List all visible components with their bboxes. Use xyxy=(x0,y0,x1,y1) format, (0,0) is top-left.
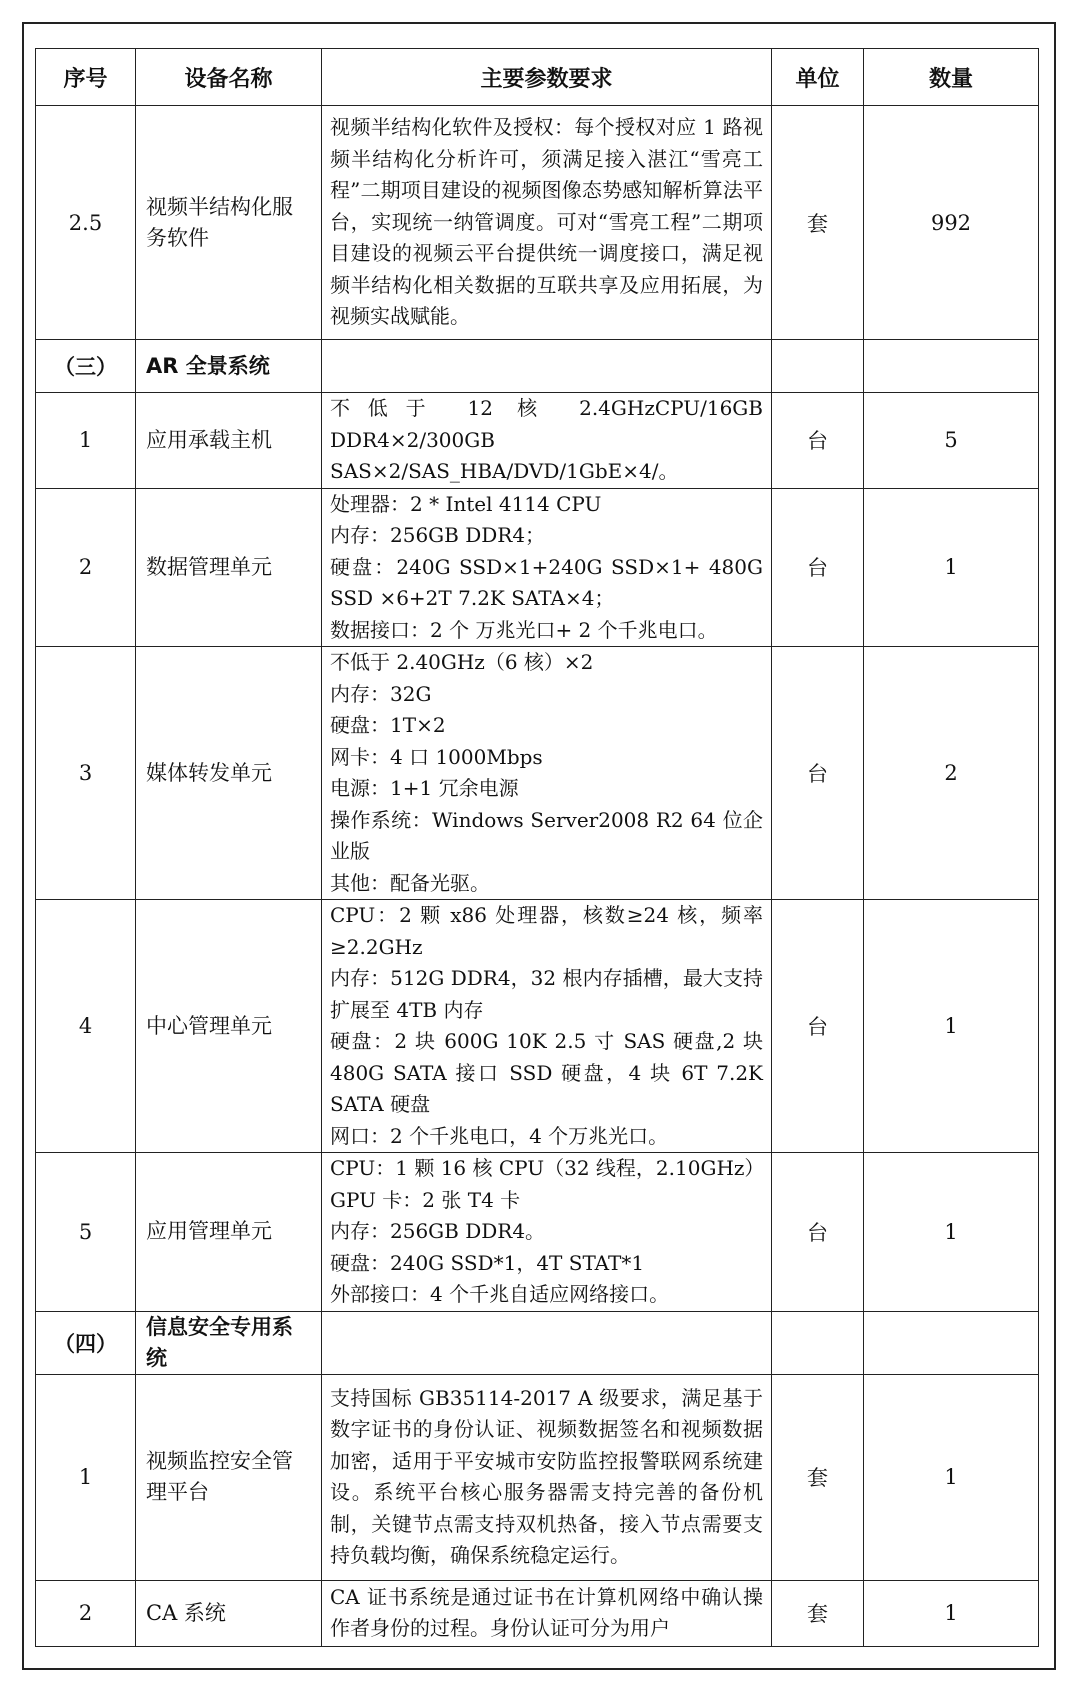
param-line: 硬盘：2 块 600G 10K 2.5 寸 SAS 硬盘,2 块 480G SATA 接口 SSD 硬盘，4 块 6T 7.2K SATA 硬盘 xyxy=(330,1029,763,1116)
param-line: 数据接口：2 个 万兆光口+ 2 个千兆电口。 xyxy=(330,617,718,642)
row-name: CA 系统 xyxy=(136,1580,322,1646)
param-line: 其他：配备光驱。 xyxy=(330,870,490,895)
row-seq: 2 xyxy=(36,488,136,647)
header-unit: 单位 xyxy=(772,49,864,106)
section-title: AR 全景系统 xyxy=(136,340,322,393)
table-row xyxy=(36,106,1039,340)
row-name: 应用承载主机 xyxy=(136,393,322,489)
row-name: 媒体转发单元 xyxy=(136,647,322,900)
row-qty: 1 xyxy=(864,1374,1039,1580)
row-name: 中心管理单元 xyxy=(136,900,322,1153)
row-seq: 5 xyxy=(36,1153,136,1312)
row-param: CA 证书系统是通过证书在计算机网络中确认操作者身份的过程。身份认证可分为用户 xyxy=(322,1580,772,1646)
empty-cell xyxy=(864,340,1039,393)
row-qty: 1 xyxy=(864,488,1039,647)
param-line: 网口：2 个千兆电口，4 个万兆光口。 xyxy=(330,1123,669,1148)
row-qty: 1 xyxy=(864,900,1039,1153)
row-qty: 1 xyxy=(864,1580,1039,1646)
param-line: 内存：512G DDR4，32 根内存插槽，最大支持扩展至 4TB 内存 xyxy=(330,966,763,1022)
row-qty: 2 xyxy=(864,647,1039,900)
header-qty: 数量 xyxy=(864,49,1039,106)
param-line: 内存：32G xyxy=(330,681,432,706)
param-line: 不低于 2.40GHz（6 核）×2 xyxy=(330,650,594,674)
row-seq: 4 xyxy=(36,900,136,1153)
table-row xyxy=(36,1374,1039,1580)
row-param xyxy=(322,1153,772,1312)
table-row xyxy=(36,1153,1039,1312)
table-row xyxy=(36,900,1039,1153)
row-name: 视频半结构化服务软件 xyxy=(136,106,322,340)
param-line: 硬盘：240G SSD×1+240G SSD×1+ 480G SSD ×6+2T 7.2K SATA×4； xyxy=(330,554,763,610)
param-line: 硬盘：1T×2 xyxy=(330,713,446,737)
equipment-spec-table xyxy=(35,48,1039,1647)
param-line: 内存：256GB DDR4； xyxy=(330,523,546,547)
table-row xyxy=(36,488,1039,647)
row-unit: 套 xyxy=(772,1580,864,1646)
param-line: 操作系统：Windows Server2008 R2 64 位企业版 xyxy=(330,807,763,863)
row-unit: 台 xyxy=(772,900,864,1153)
table-header-row xyxy=(36,49,1039,106)
param-line: 处理器：2 * Intel 4114 CPU xyxy=(330,491,602,516)
row-qty: 1 xyxy=(864,1153,1039,1312)
row-seq: 2.5 xyxy=(36,106,136,340)
row-param: 不低于 12 核 2.4GHzCPU/16GB DDR4×2/300GB SAS×2/SAS_HBA/DVD/1GbE×4/。 xyxy=(322,393,772,489)
param-line: 网卡：4 口 1000Mbps xyxy=(330,744,543,769)
row-unit: 套 xyxy=(772,1374,864,1580)
param-line: CPU：2 颗 x86 处理器，核数≥24 核，频率≥2.2GHz xyxy=(330,903,763,959)
header-name: 设备名称 xyxy=(136,49,322,106)
row-unit: 台 xyxy=(772,1153,864,1312)
empty-cell xyxy=(322,340,772,393)
row-seq: 3 xyxy=(36,647,136,900)
row-seq: 1 xyxy=(36,393,136,489)
param-line: GPU 卡：2 张 T4 卡 xyxy=(330,1187,521,1212)
empty-cell xyxy=(772,340,864,393)
section-row xyxy=(36,1311,1039,1374)
param-line: 外部接口：4 个千兆自适应网络接口。 xyxy=(330,1282,670,1306)
param-line: CPU：1 颗 16 核 CPU（32 线程，2.10GHz） xyxy=(330,1156,765,1180)
section-row xyxy=(36,340,1039,393)
row-param: 支持国标 GB35114-2017 A 级要求，满足基于数字证书的身份认证、视频数据签名和视频数据加密，适用于平安城市安防监控报警联网系统建设。系统平台核心服务器需支持完善的备份机制，关键节点需支持双机热备，接入节点需要支持负载均衡，确保系统稳定运行。 xyxy=(322,1374,772,1580)
row-unit: 台 xyxy=(772,488,864,647)
row-param xyxy=(322,488,772,647)
table-row xyxy=(36,393,1039,489)
row-qty: 992 xyxy=(864,106,1039,340)
row-param xyxy=(322,647,772,900)
row-param: 视频半结构化软件及授权：每个授权对应 1 路视频半结构化分析许可，须满足接入湛江“雪亮工程”二期项目建设的视频图像态势感知解析算法平台，实现统一纳管调度。可对“雪亮工程”二期项目建设的视频云平台提供统一调度接口，满足视频半结构化相关数据的互联共享及应用拓展，为视频实战赋能。 xyxy=(322,106,772,340)
row-seq: 1 xyxy=(36,1374,136,1580)
row-unit: 台 xyxy=(772,647,864,900)
row-seq: 2 xyxy=(36,1580,136,1646)
row-unit: 台 xyxy=(772,393,864,489)
table-row xyxy=(36,1580,1039,1646)
empty-cell xyxy=(322,1311,772,1374)
header-seq: 序号 xyxy=(36,49,136,106)
param-line: 电源：1+1 冗余电源 xyxy=(330,776,519,800)
param-line: 内存：256GB DDR4。 xyxy=(330,1219,546,1243)
empty-cell xyxy=(864,1311,1039,1374)
table-row xyxy=(36,647,1039,900)
param-line: 硬盘：240G SSD*1，4T STAT*1 xyxy=(330,1250,645,1275)
header-param: 主要参数要求 xyxy=(322,49,772,106)
row-qty: 5 xyxy=(864,393,1039,489)
section-seq: （三） xyxy=(36,340,136,393)
row-name: 应用管理单元 xyxy=(136,1153,322,1312)
section-title: 信息安全专用系统 xyxy=(136,1311,322,1374)
row-name: 视频监控安全管理平台 xyxy=(136,1374,322,1580)
row-param xyxy=(322,900,772,1153)
row-unit: 套 xyxy=(772,106,864,340)
row-name: 数据管理单元 xyxy=(136,488,322,647)
empty-cell xyxy=(772,1311,864,1374)
section-seq: （四） xyxy=(36,1311,136,1374)
